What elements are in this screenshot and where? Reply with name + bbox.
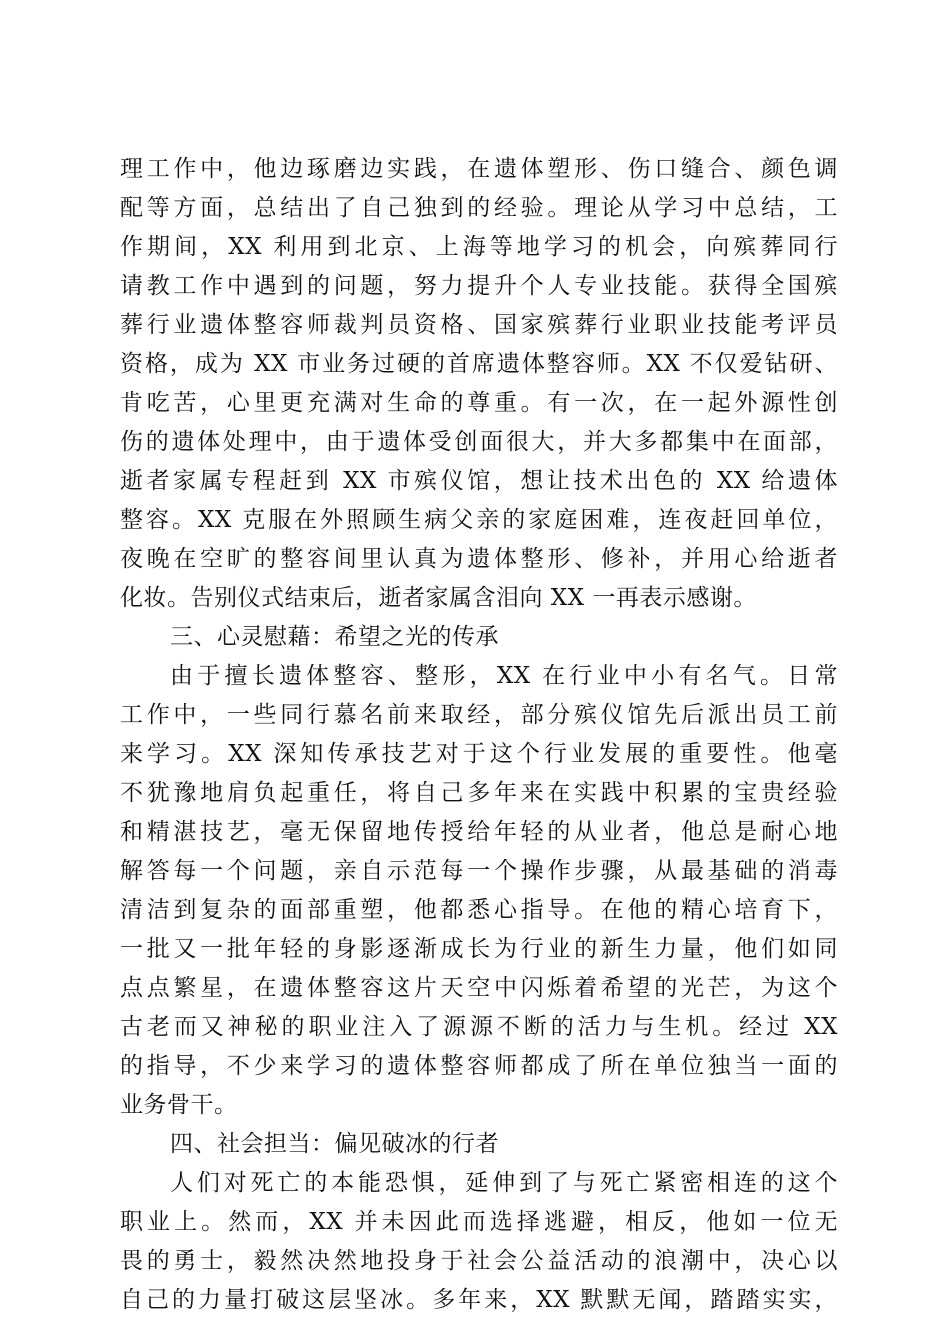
text-line: 一批又一批年轻的身影逐渐成长为行业的新生力量，他们如同 — [120, 936, 838, 962]
text-line: 的指导，不少来学习的遗体整容师都成了所在单位独当一面的 — [120, 1053, 838, 1079]
text-line: 作期间，XX 利用到北京、上海等地学习的机会，向殡葬同行 — [120, 234, 838, 260]
text-line: 不犹豫地肩负起重任，将自己多年来在实践中积累的宝贵经验 — [120, 780, 838, 806]
paragraph-1 — [120, 150, 838, 618]
text-line: 肯吃苦，心里更充满对生命的尊重。有一次，在一起外源性创 — [120, 390, 838, 416]
text-line: 资格，成为 XX 市业务过硬的首席遗体整容师。XX 不仅爱钻研、 — [120, 351, 838, 377]
text-line: 理工作中，他边琢磨边实践，在遗体塑形、伤口缝合、颜色调 — [120, 156, 838, 182]
text-line: 葬行业遗体整容师裁判员资格、国家殡葬行业职业技能考评员 — [120, 312, 838, 338]
paragraph-3 — [120, 1164, 838, 1320]
text-line: 自己的力量打破这层坚冰。多年来，XX 默默无闻，踏踏实实， — [120, 1287, 838, 1313]
text-line: 配等方面，总结出了自己独到的经验。理论从学习中总结，工 — [120, 195, 838, 221]
text-line: 人们对死亡的本能恐惧，延伸到了与死亡紧密相连的这个 — [170, 1170, 838, 1196]
text-line: 和精湛技艺，毫无保留地传授给年轻的从业者，他总是耐心地 — [120, 819, 838, 845]
text-line: 化妆。告别仪式结束后，逝者家属含泪向 XX 一再表示感谢。 — [120, 585, 757, 611]
text-line: 点点繁星，在遗体整容这片天空中闪烁着希望的光芒，为这个 — [120, 975, 838, 1001]
text-line: 请教工作中遇到的问题，努力提升个人专业技能。获得全国殡 — [120, 273, 838, 299]
section-heading-4: 四、社会担当：偏见破冰的行者 — [170, 1131, 499, 1157]
text-line: 职业上。然而，XX 并未因此而选择逃避，相反，他如一位无 — [120, 1209, 838, 1235]
text-line: 解答每一个问题，亲自示范每一个操作步骤，从最基础的消毒 — [120, 858, 838, 884]
text-line: 业务骨干。 — [120, 1092, 238, 1118]
text-line: 伤的遗体处理中，由于遗体受创面很大，并大多都集中在面部， — [120, 429, 838, 455]
document-body — [120, 150, 838, 1320]
section-heading-3: 三、心灵慰藉：希望之光的传承 — [170, 624, 499, 650]
text-line: 清洁到复杂的面部重塑，他都悉心指导。在他的精心培育下， — [120, 897, 838, 923]
text-line: 整容。XX 克服在外照顾生病父亲的家庭困难，连夜赶回单位， — [120, 507, 838, 533]
text-line: 来学习。XX 深知传承技艺对于这个行业发展的重要性。他毫 — [120, 741, 838, 767]
text-line: 夜晚在空旷的整容间里认真为遗体整形、修补，并用心给逝者 — [120, 546, 838, 572]
text-line: 逝者家属专程赶到 XX 市殡仪馆，想让技术出色的 XX 给遗体 — [120, 468, 838, 494]
text-line: 畏的勇士，毅然决然地投身于社会公益活动的浪潮中，决心以 — [120, 1248, 838, 1274]
text-line: 古老而又神秘的职业注入了源源不断的活力与生机。经过 XX — [120, 1014, 838, 1040]
text-line: 由于擅长遗体整容、整形，XX 在行业中小有名气。日常 — [170, 663, 838, 689]
text-line: 工作中，一些同行慕名前来取经，部分殡仪馆先后派出员工前 — [120, 702, 838, 728]
paragraph-2 — [120, 657, 838, 1125]
